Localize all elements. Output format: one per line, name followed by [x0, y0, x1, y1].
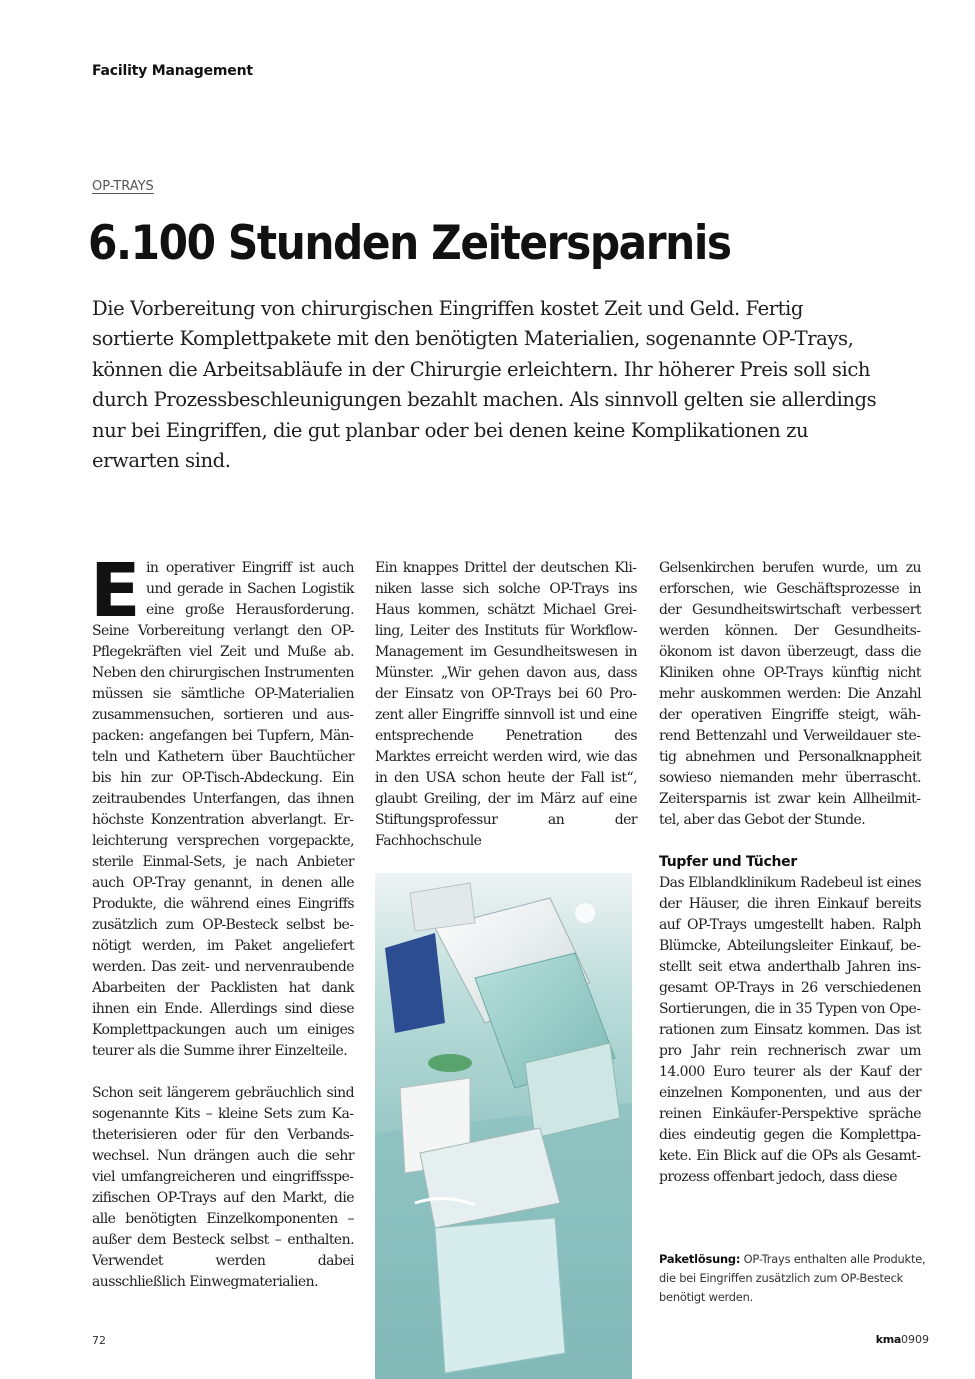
paragraph: [90, 548, 354, 1062]
article-photo: [375, 873, 632, 1379]
issue-number: 0909: [901, 1333, 929, 1346]
page-number: 72: [92, 1334, 106, 1347]
brand-logo: kma: [875, 1333, 901, 1346]
drape-pack: [435, 1218, 565, 1373]
paragraph: Ein knappes Drittel der deutschen Kliniken lasse sich solche OP-Trays ins Haus kommen, schätzt Michael Greiling, Leiter des Instituts für Workflow-Management im Gesundheitswesen in Münster. „Wir gehen davon aus, dass der Einsatz von OP-Trays bei 60 Prozent aller Eingriffe sinnvoll ist und eine entsprechende Penetration des Marktes erreicht werden wird, wie das in den USA schon heute der Fall ist“, glaubt Greiling, der im März auf eine Stiftungsprofessur an der Fachhochschule: [375, 560, 637, 849]
caption-text: OP-Trays enthalten alle Produkte, die bei Eingriffen zusätzlich zum OP-Besteck benötigt werden.: [659, 1252, 926, 1304]
paragraph-text: in operativer Eingriff ist auch und gerade in Sachen Logistik eine große Herausforderung. Seine Vorbereitung verlangt den OP-Pflegekräften viel Zeit und Muße ab. Neben den chirurgischen Instrumenten müssen sie sämtliche OP-Materialien zusammensuchen, sortieren und auspacken: angefangen bei Tupfern, Mänteln und Kathetern über Bauchtücher bis hin zur OP-Tisch-Abdeckung. Ein zeitraubendes Unterfangen, das ihnen höchste Konzentration abverlangt. Erleichterung versprechen vorgepackte, sterile Einmal-Sets, je nach Anbieter auch OP-Tray genannt, in denen alle Produkte, die während eines Eingriffs zusätzlich zum OP-Besteck selbst benötigt werden, im Paket angeliefert werden. Das zeit- und nervenraubende Abarbeiten der Packlisten hat dank ihnen ein Ende. Allerdings sind diese Komplettpackungen auch um einiges teurer als die Summe ihrer Einzelteile.: [92, 560, 354, 1059]
green-dish: [428, 1054, 472, 1072]
section-label: Facility Management: [92, 63, 253, 79]
paragraph: Schon seit längerem gebräuchlich sind sogenannte Kits – kleine Sets zum Katheterisieren oder für den Verbandswechsel. Nun drängen auch die sehr viel umfangreicheren und eingriffsspezifischen OP-Trays auf den Markt, die alle benötigten Einzelkomponenten – außer dem Besteck selbst – enthalten. Verwendet werden dabei ausschließlich Einwegmaterialien.: [92, 1085, 354, 1290]
paragraph: Das Elblandklinikum Radebeul ist eines der Häuser, die ihren Einkauf bereits auf OP-Trays umgestellt haben. Ralph Blümcke, Abteilungsleiter Einkauf, bestellt seit etwa anderthalb Jahren insgesamt OP-Trays in 26 verschiedenen Sortierungen, die in 35 Typen von Operationen zum Einsatz kommen. Das ist pro Jahr rein rechnerisch zwar um 14.000 Euro teurer als der Kauf der einzelnen Komponenten, und aus der reinen Einkäufer-Perspektive spräche dies eindeutig gegen die Komplettpakete. Ein Blick auf die OPs als Gesamtprozess offenbart jedoch, dass diese: [659, 875, 921, 1185]
blue-bowl: [385, 933, 445, 1033]
syringe: [575, 903, 595, 923]
article-lead: Die Vorbereitung von chirurgischen Eingriffen kostet Zeit und Geld. Fertig sortierte Komplettpakete mit den benötigten Materialien, sogenannte OP-Trays, können die Arbeitsabläufe in der Chirurgie erleichtern. Ihr höherer Preis soll sich durch Prozessbeschleunigungen bezahlt machen. Als sinnvoll gelten sie allerdings nur bei Eingriffen, die gut planbar oder bei denen keine Komplikationen zu erwarten sind.: [92, 297, 877, 473]
article-headline: 6.100 Stunden Zeitersparnis: [88, 216, 731, 271]
subheading: Tupfer und Tücher: [659, 854, 797, 870]
text-column-2: [375, 558, 637, 852]
paragraph: Gelsenkirchen berufen wurde, um zu erforschen, wie Geschäftsprozesse in der Gesundheitswirtschaft verbessert werden können. Der Gesundheitsökonom ist davon überzeugt, dass die Kliniken ohne OP-Trays künftig nicht mehr auskommen werden: Die Anzahl der operativen Eingriffe steigt, während Bettenzahl und Verweildauer stetig abnehmen und Personalknappheit sowieso niemanden mehr überrascht. Zeitersparnis ist zwar kein Allheilmittel, aber das Gebot der Stunde.: [659, 560, 921, 828]
op-tray-illustration: [375, 873, 632, 1379]
photo-caption: [659, 1250, 929, 1307]
text-column-3: [659, 558, 921, 1188]
text-column-1: [90, 548, 354, 1293]
article-kicker: OP-TRAYS: [92, 179, 154, 194]
caption-title: Paketlösung:: [659, 1252, 741, 1266]
footer-brand: [876, 1333, 929, 1346]
drop-cap: E: [90, 548, 140, 634]
